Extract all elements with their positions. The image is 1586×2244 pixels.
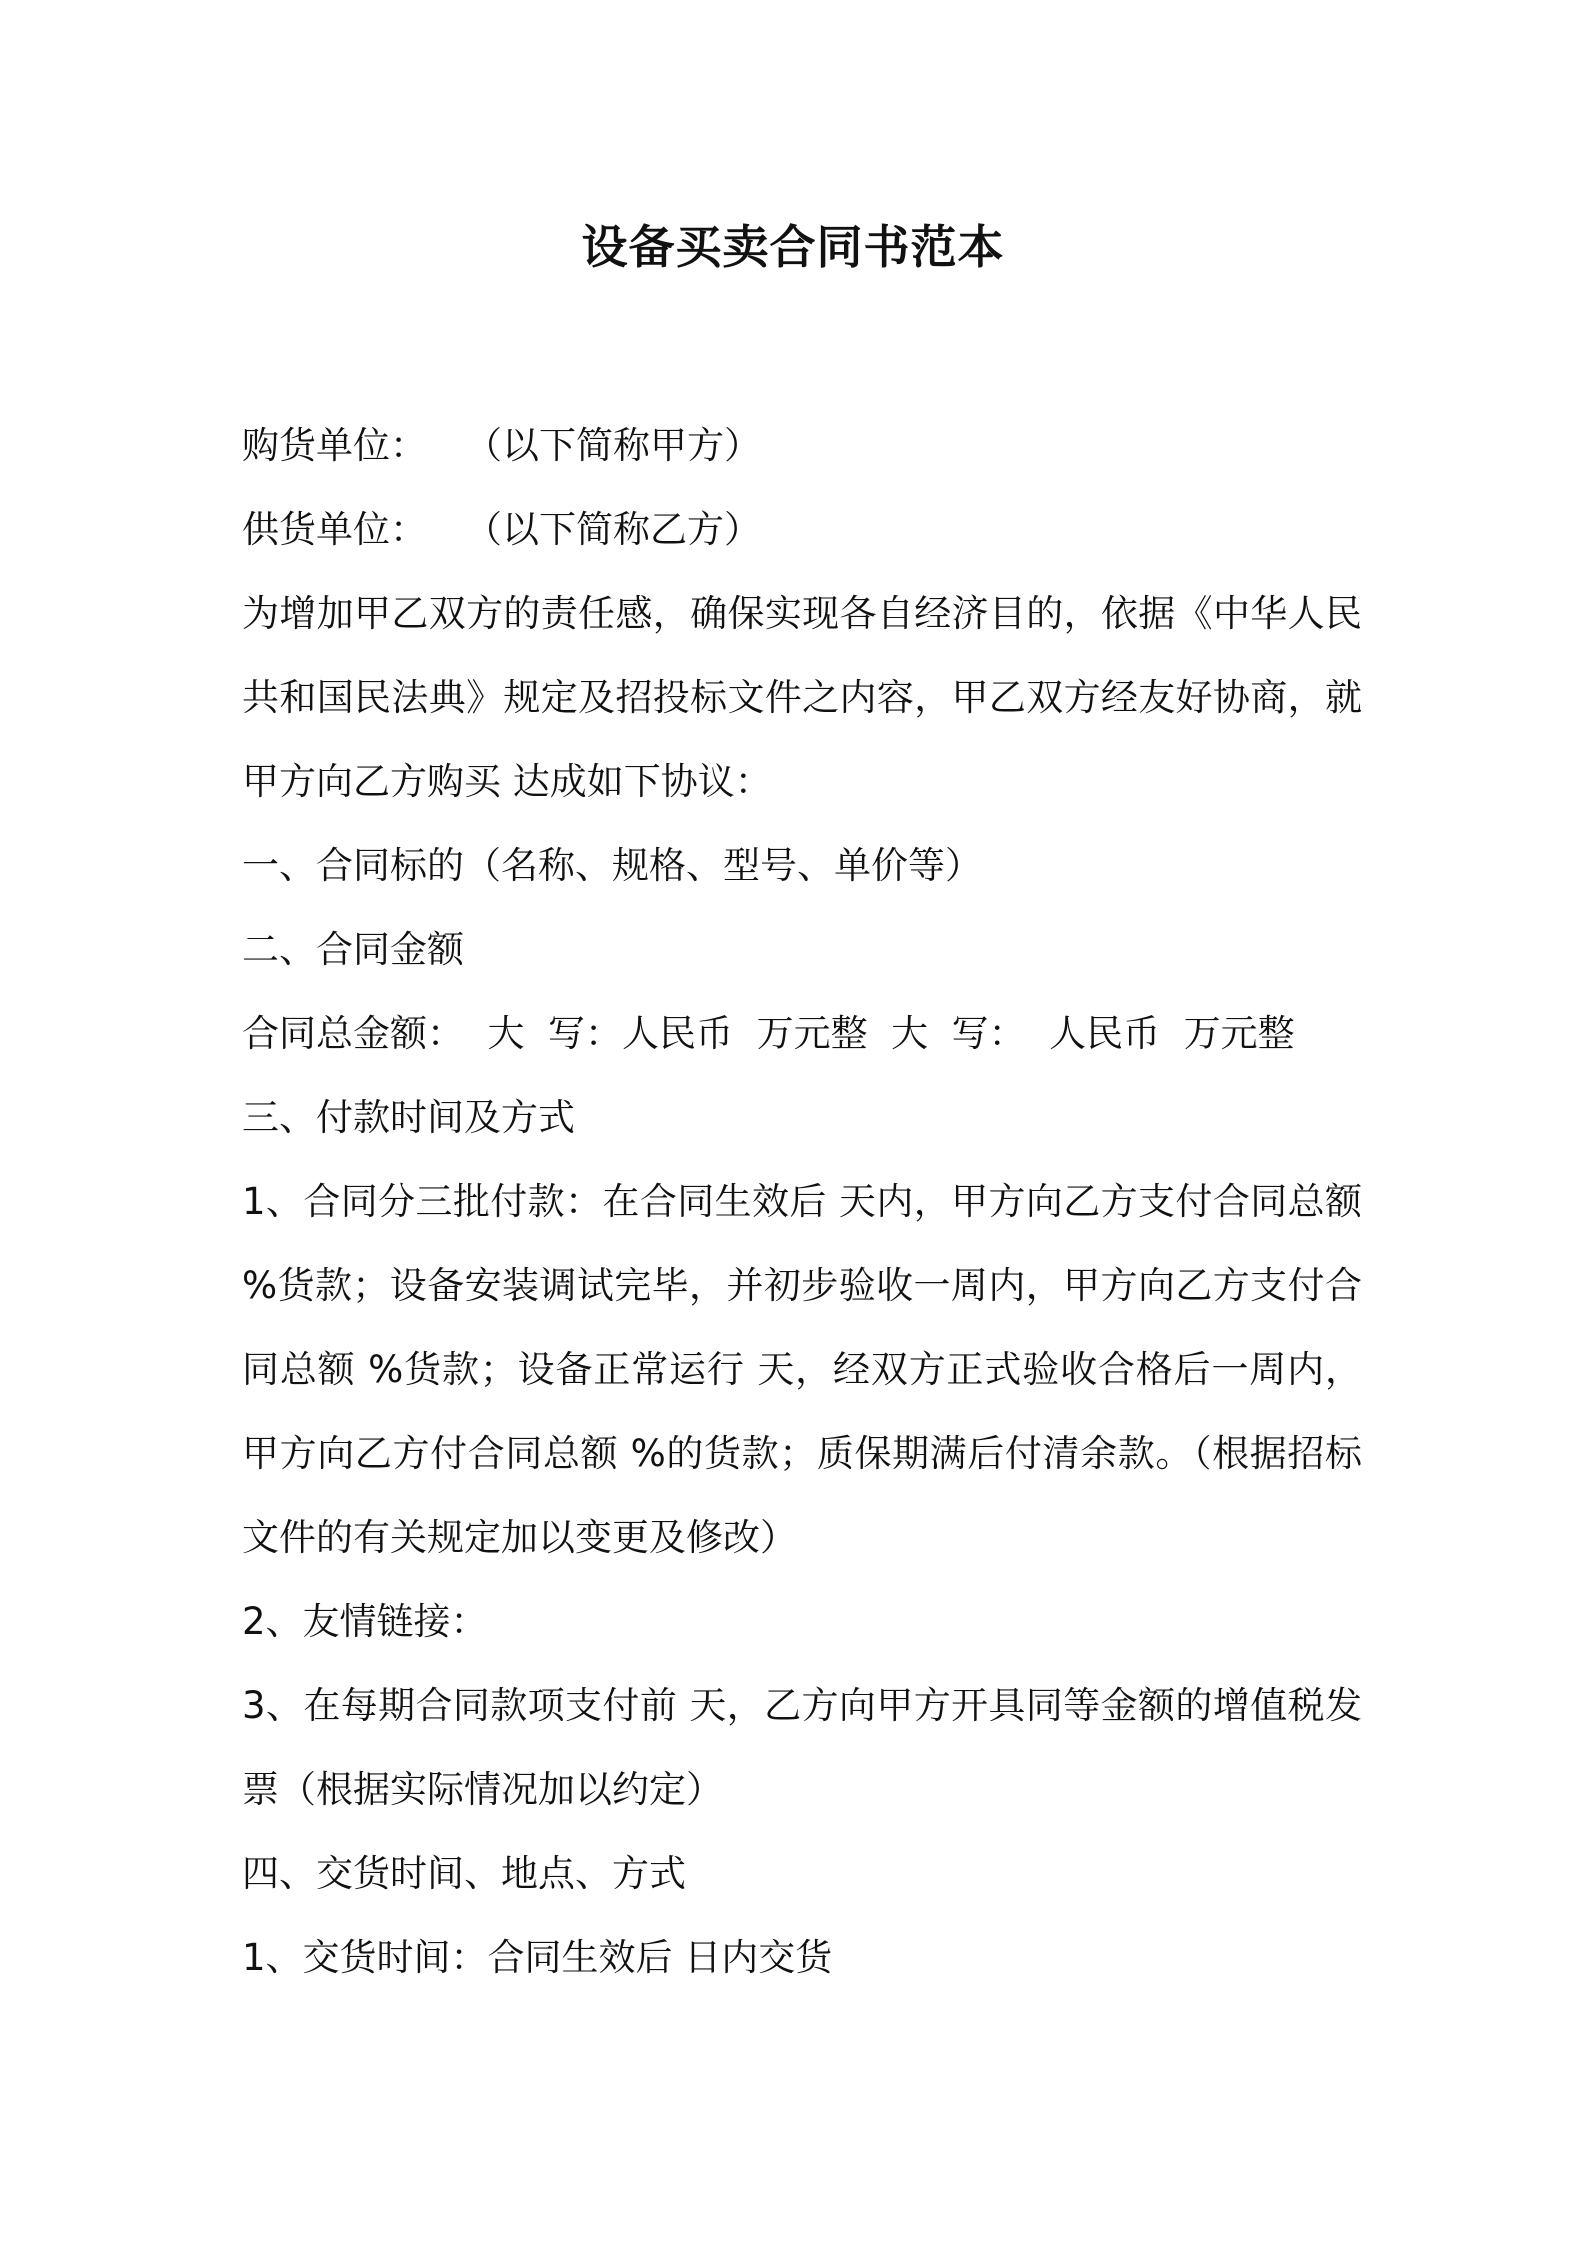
total-amount-line: 合同总金额： 大 写：人民币 万元整 大 写： 人民币 万元整: [242, 1012, 1295, 1055]
delivery-clause-1: 1、交货时间：合同生效后 日内交货: [242, 1936, 833, 1979]
document-title: 设备买卖合同书范本: [581, 220, 1005, 274]
document-body: [242, 404, 1362, 2000]
payment-clause-3: 3、在每期合同款项支付前 天，乙方向甲方开具同等金额的增值税发票（根据实际情况加以约定）: [242, 1684, 1362, 1811]
section-heading-delivery: 四、交货时间、地点、方式: [242, 1852, 686, 1895]
seller-label: 供货单位：: [242, 508, 427, 551]
section-heading-amount: 二、合同金额: [242, 928, 464, 971]
buyer-line: [242, 404, 1362, 488]
seller-line: [242, 488, 1362, 572]
section-heading-payment: 三、付款时间及方式: [242, 1096, 575, 1139]
seller-note: （以下简称乙方）: [465, 508, 761, 551]
section-heading-subject: 一、合同标的（名称、规格、型号、单价等）: [242, 844, 982, 887]
preamble-paragraph: 为增加甲乙双方的责任感，确保实现各自经济目的，依据《中华人民共和国民法典》规定及招投标文件之内容，甲乙双方经友好协商，就甲方向乙方购买 达成如下协议：: [242, 592, 1362, 803]
payment-clause-1: 1、合同分三批付款：在合同生效后 天内，甲方向乙方支付合同总额 %货款；设备安装调试完毕，并初步验收一周内，甲方向乙方支付合同总额 %货款；设备正常运行 天，经双方正式验收合格后一周内，甲方向乙方付合同总额 %的货款；质保期满后付清余款。（根据招标文件的有关规定加以变更及修改）: [242, 1180, 1362, 1559]
buyer-label: 购货单位：: [242, 424, 427, 467]
payment-clause-2: 2、友情链接：: [242, 1600, 488, 1643]
buyer-note: （以下简称甲方）: [465, 424, 761, 467]
